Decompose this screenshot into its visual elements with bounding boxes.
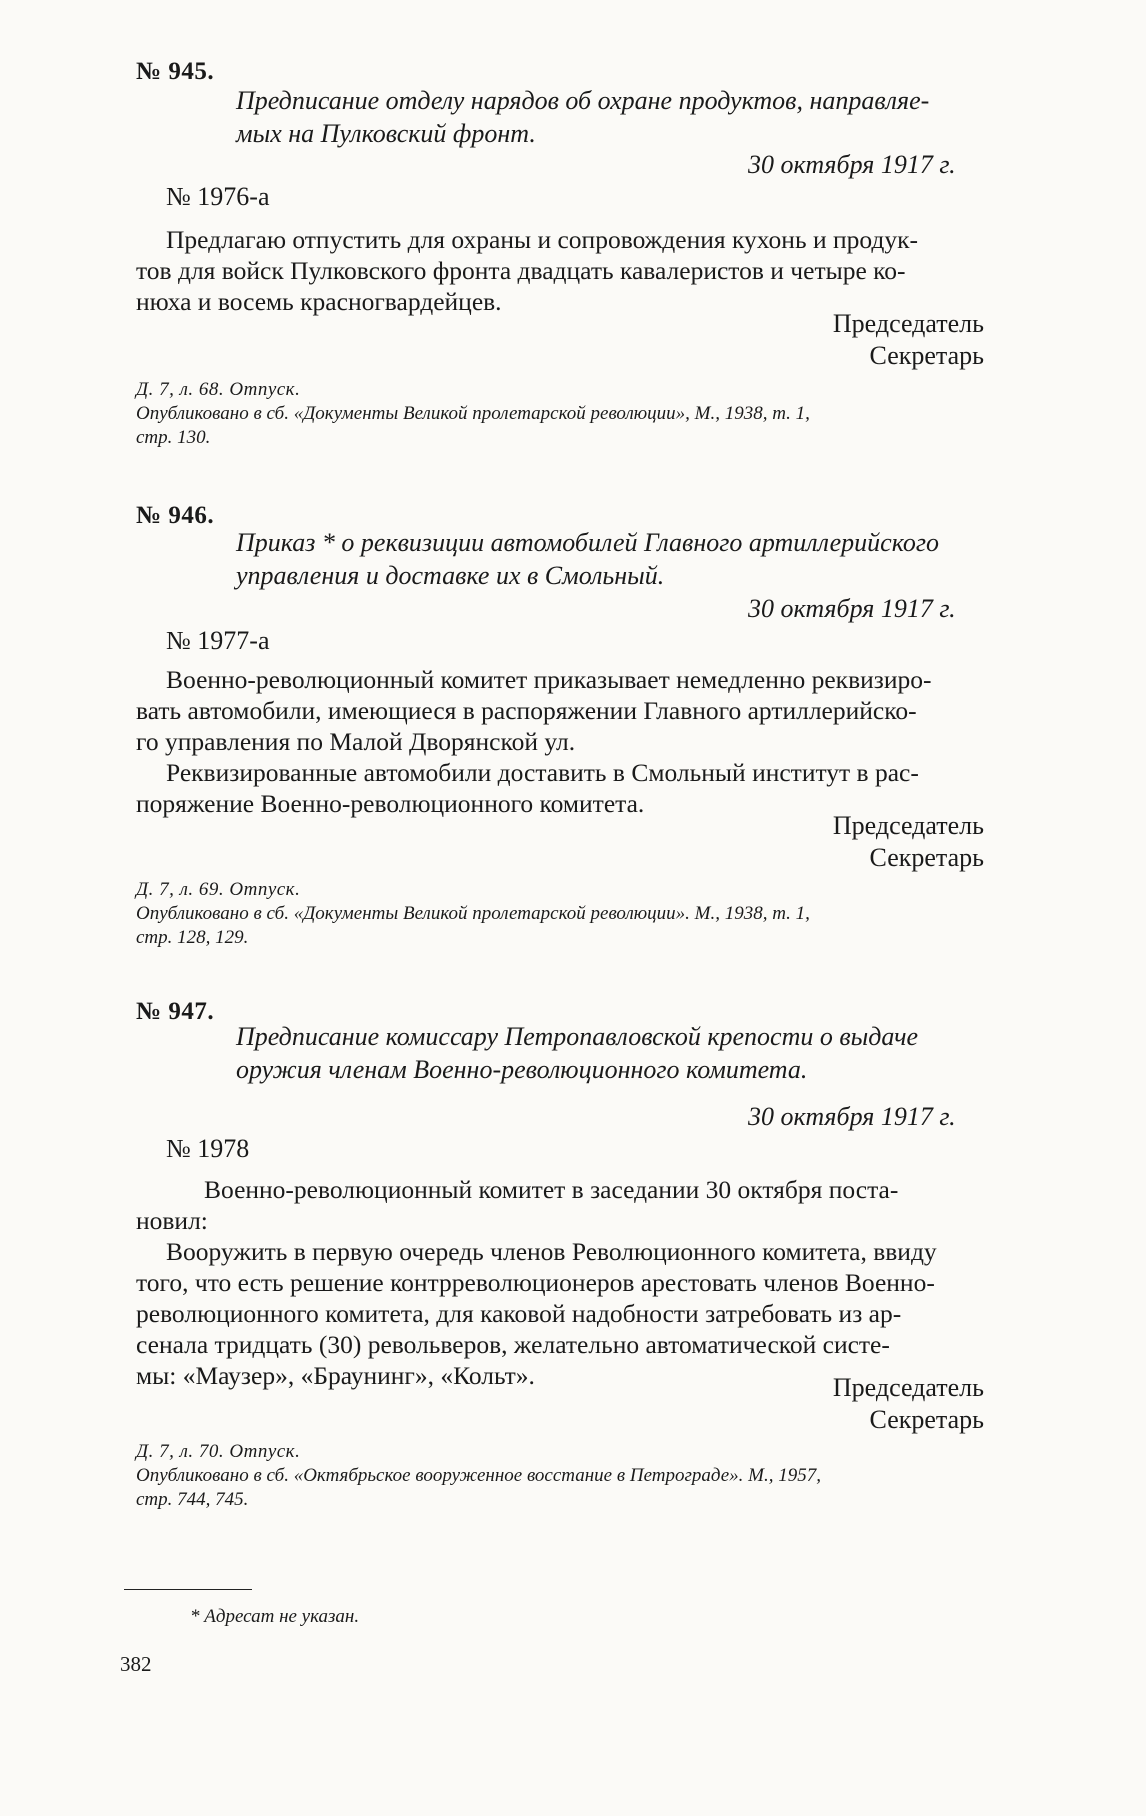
doc-number: № 945. [136,58,215,85]
body-line: мы: «Маузер», «Браунинг», «Кольт». [136,1361,535,1390]
doc-title [236,1020,1066,1086]
signature-block [833,810,984,874]
publication-reference: Опубликовано в сб. «Октябрьское вооруженное восстание в Петрограде». М., 1957, [136,1465,822,1486]
doc-title-line: управления и доставке их в Смольный. [236,561,665,590]
signature-secretary: Секретарь [869,1405,984,1434]
doc-date: 30 октября 1917 г. [748,150,956,179]
doc-title-line: Приказ * о реквизиции автомобилей Главного артиллерийского [236,528,940,557]
body-line: Реквизированные автомобили доставить в Смольный институт в рас- [166,758,919,787]
doc-body [136,1174,1050,1391]
body-line: вать автомобили, имеющиеся в распоряжении Главного артиллерийско- [136,696,917,725]
body-line: Предлагаю отпустить для охраны и сопровождения кухонь и продук- [166,225,918,254]
publication-pages: стр. 130. [136,427,211,448]
doc-ref-number: № 1976-а [166,182,270,211]
signature-chairman: Председатель [832,309,984,338]
signature-block [833,1372,984,1436]
archive-note [136,878,1056,950]
archive-reference: Д. 7, л. 69. Отпуск. [136,879,301,900]
signature-block [833,308,984,372]
doc-ref-number: № 1977-а [166,626,270,655]
body-line: новил: [136,1206,208,1235]
doc-date: 30 октября 1917 г. [748,594,956,623]
doc-date: 30 октября 1917 г. [748,1102,956,1131]
archive-note [136,1440,1056,1512]
body-line: того, что есть решение контрреволюционеров арестовать членов Военно- [136,1268,935,1297]
archive-reference: Д. 7, л. 70. Отпуск. [136,1441,301,1462]
doc-title-line: Предписание отделу нарядов об охране продуктов, направляе- [236,86,930,115]
body-line: Военно-революционный комитет в заседании 30 октября поста- [204,1175,899,1204]
doc-title-line: мых на Пулковский фронт. [236,119,536,148]
doc-title-line: оружия членам Военно-революционного комитета. [236,1055,808,1084]
archive-note [136,378,1056,450]
doc-title [236,526,1066,592]
publication-reference: Опубликовано в сб. «Документы Великой пролетарской революции», М., 1938, т. 1, [136,403,810,424]
footnote: * Адресат не указан. [190,1606,360,1627]
body-line: Военно-революционный комитет приказывает немедленно реквизиро- [166,665,932,694]
body-line: революционного комитета, для каковой надобности затребовать из ар- [136,1299,902,1328]
doc-title-line: Предписание комиссару Петропавловской крепости о выдаче [236,1022,919,1051]
body-line: тов для войск Пулковского фронта двадцать кавалеристов и четыре ко- [136,256,906,285]
body-line: нюха и восемь красногвардейцев. [136,287,502,316]
doc-title [236,84,1066,150]
doc-body [136,664,1050,819]
publication-reference: Опубликовано в сб. «Документы Великой пролетарской революции». М., 1938, т. 1, [136,903,810,924]
body-line: Вооружить в первую очередь членов Революционного комитета, ввиду [166,1237,937,1266]
doc-number: № 947. [136,998,215,1025]
body-line: го управления по Малой Дворянской ул. [136,727,576,756]
page-number: 382 [120,1652,152,1676]
publication-pages: стр. 128, 129. [136,927,249,948]
body-line: сенала тридцать (30) револьверов, желательно автоматической систе- [136,1330,890,1359]
signature-chairman: Председатель [832,1373,984,1402]
signature-chairman: Председатель [832,811,984,840]
footnote-divider [124,1589,252,1590]
body-line: поряжение Военно-революционного комитета. [136,789,645,818]
signature-secretary: Секретарь [869,843,984,872]
publication-pages: стр. 744, 745. [136,1489,249,1510]
doc-number: № 946. [136,502,215,529]
doc-ref-number: № 1978 [166,1134,250,1163]
archive-reference: Д. 7, л. 68. Отпуск. [136,379,301,400]
doc-body [136,224,1050,317]
signature-secretary: Секретарь [869,341,984,370]
